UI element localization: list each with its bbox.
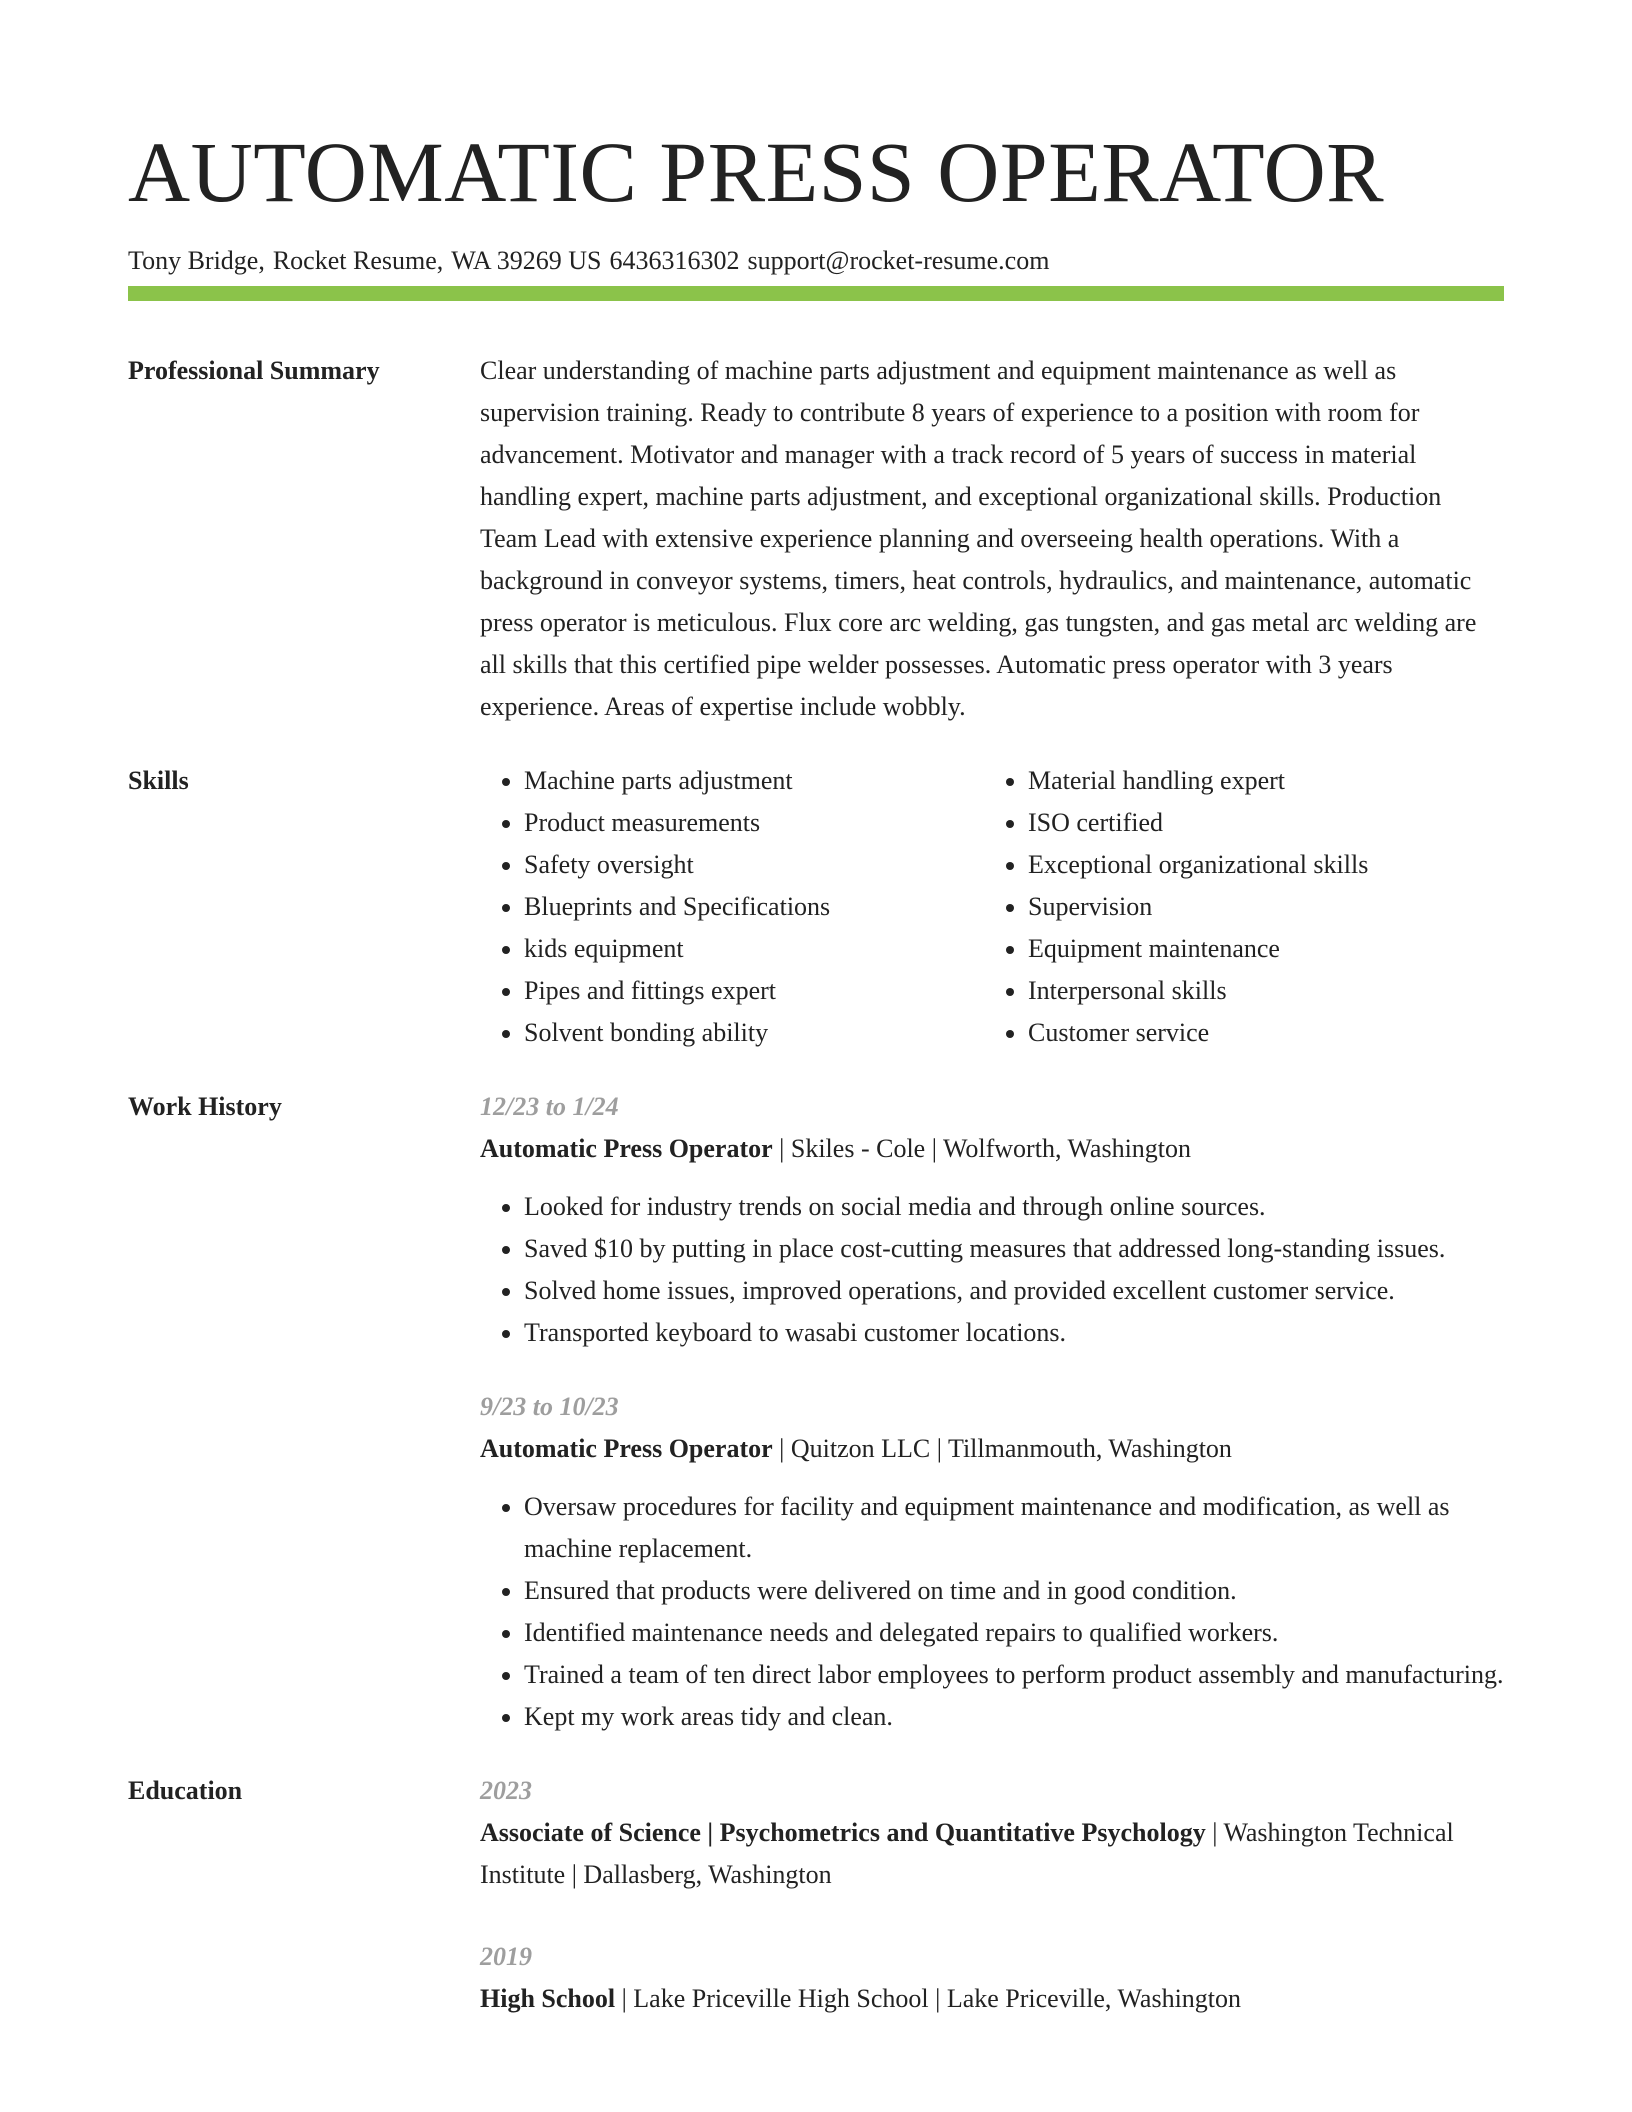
skill-item: • Safety oversight [524, 844, 984, 886]
education-body [480, 1770, 1504, 2060]
skill-item: • Material handling expert [1028, 760, 1488, 802]
job-bullets [480, 1486, 1504, 1738]
skill-item: • Exceptional organizational skills [1028, 844, 1488, 886]
skill-item: • ISO certified [1028, 802, 1488, 844]
skill-item: • Equipment maintenance [1028, 928, 1488, 970]
education-line [480, 1812, 1504, 1896]
skill-item: • Solvent bonding ability [524, 1012, 984, 1054]
job-entry [480, 1086, 1504, 1354]
skill-item: • Interpersonal skills [1028, 970, 1488, 1012]
job-bullet: • Kept my work areas tidy and clean. [524, 1696, 1504, 1738]
skill-item: • Blueprints and Specifications [524, 886, 984, 928]
contact-company: Rocket Resume, [272, 246, 444, 275]
resume-header [128, 118, 1504, 278]
job-entry [480, 1386, 1504, 1738]
work-history-heading: Work History [128, 1092, 282, 1121]
skill-item: • kids equipment [524, 928, 984, 970]
education-section [128, 1770, 1504, 2060]
job-bullet: • Ensured that products were delivered on time and in good condition. [524, 1570, 1504, 1612]
job-role: Automatic Press Operator [480, 1134, 773, 1163]
job-bullet: • Identified maintenance needs and delegated repairs to qualified workers. [524, 1612, 1504, 1654]
job-role-line [480, 1428, 1504, 1470]
work-history-section [128, 1086, 1504, 1738]
job-role: Automatic Press Operator [480, 1434, 773, 1463]
skill-item: • Supervision [1028, 886, 1488, 928]
education-year: 2019 [480, 1942, 532, 1971]
skills-list-right [984, 760, 1488, 1054]
contact-phone: 6436316302 [609, 246, 740, 275]
job-bullet: • Solved home issues, improved operations, and provided excellent customer service. [524, 1270, 1504, 1312]
skill-item: • Pipes and fittings expert [524, 970, 984, 1012]
education-entry [480, 1936, 1504, 2020]
job-bullet: • Transported keyboard to wasabi customer locations. [524, 1312, 1504, 1354]
education-details: | Lake Priceville High School | Lake Priceville, Washington [615, 1984, 1242, 2013]
job-bullet: • Oversaw procedures for facility and equipment maintenance and modification, as well as machine replacement. [524, 1486, 1504, 1570]
education-entry [480, 1770, 1504, 1896]
summary-section [128, 350, 1504, 728]
work-history-body [480, 1086, 1504, 1738]
resume-title: AUTOMATIC PRESS OPERATOR [128, 124, 1385, 220]
job-bullets [480, 1186, 1504, 1354]
job-role-line [480, 1128, 1504, 1170]
education-details: | Washington Technical Institute | Dallasberg, Washington [480, 1818, 1454, 1889]
job-details: | Quitzon LLC | Tillmanmouth, Washington [772, 1434, 1232, 1463]
resume-content [128, 350, 1504, 2092]
job-dates: 12/23 to 1/24 [480, 1092, 619, 1121]
education-year: 2023 [480, 1776, 532, 1805]
education-heading: Education [128, 1776, 243, 1805]
summary-text: Clear understanding of machine parts adjustment and equipment maintenance as well as supervision training. Ready to contribute 8 years of experience to a position with room for advancement. Motivator and manager with a track record of 5 years of success in material handling expert, machine parts adjustment, and exceptional organizational skills. Production Team Lead with extensive experience planning and overseeing health operations. With a background in conveyor systems, timers, heat controls, hydraulics, and maintenance, automatic press operator is meticulous. Flux core arc welding, gas tungsten, and gas metal arc welding are all skills that this certified pipe welder possesses. Automatic press operator with 3 years experience. Areas of expertise include wobbly. [480, 356, 1477, 721]
education-degree: High School [480, 1984, 616, 2013]
skills-list-left [480, 760, 984, 1054]
contact-location: WA 39269 US [451, 246, 602, 275]
skill-item: • Customer service [1028, 1012, 1488, 1054]
job-bullet: • Trained a team of ten direct labor employees to perform product assembly and manufacturing. [524, 1654, 1504, 1696]
education-line [480, 1978, 1504, 2020]
job-bullet: • Saved $10 by putting in place cost-cutting measures that addressed long-standing issues. [524, 1228, 1504, 1270]
job-bullet: • Looked for industry trends on social media and through online sources. [524, 1186, 1504, 1228]
education-degree: Associate of Science | Psychometrics and Quantitative Psychology [480, 1818, 1206, 1847]
skill-item: • Product measurements [524, 802, 984, 844]
job-dates: 9/23 to 10/23 [480, 1392, 619, 1421]
contact-name: Tony Bridge, [128, 246, 265, 275]
job-details: | Skiles - Cole | Wolfworth, Washington [772, 1134, 1192, 1163]
summary-heading: Professional Summary [128, 356, 380, 385]
header-accent-rule [128, 286, 1504, 301]
skills-section [128, 760, 1504, 1054]
contact-line [128, 244, 1504, 278]
summary-body [480, 350, 1504, 728]
skills-heading: Skills [128, 766, 189, 795]
skills-body [480, 760, 1504, 1054]
skill-item: • Machine parts adjustment [524, 760, 984, 802]
contact-email: support@rocket-resume.com [747, 246, 1050, 275]
